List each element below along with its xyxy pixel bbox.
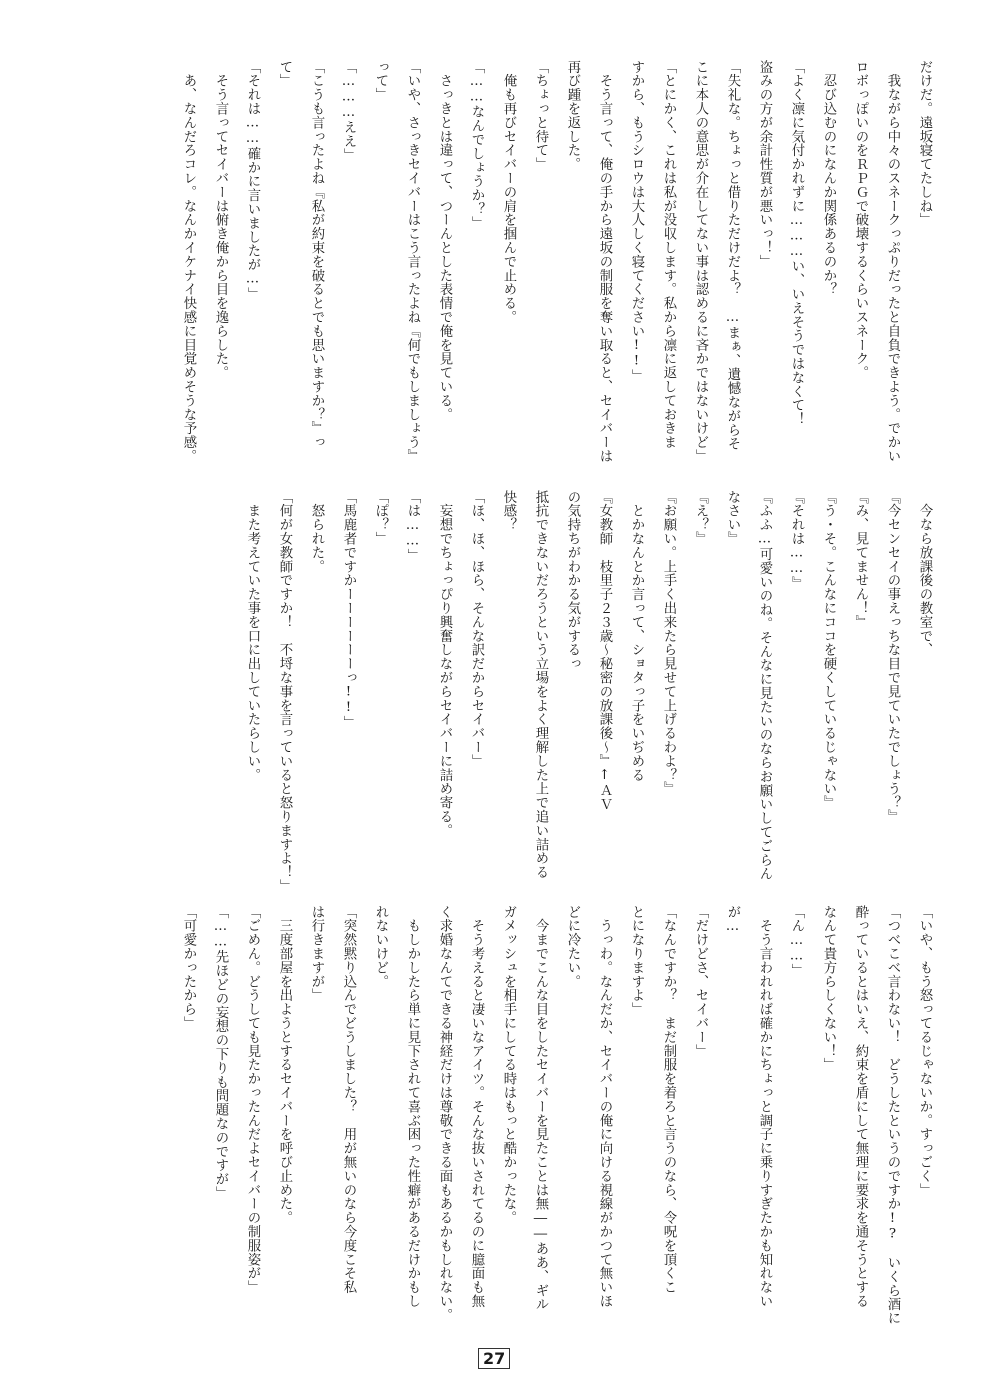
text-line: 「……なんでしょうか？」 [469,60,484,230]
text-line: うっわ。なんだか、セイバーの俺に向ける視線がかつて無いほ [597,905,612,1309]
text-line: 「可愛かったから」 [181,905,196,1031]
text-line: 「いや、もう怒ってるじゃないか。すっごく」 [917,905,932,1197]
text-line: 「は……」 [405,490,420,563]
text-line: どに冷たい。 [565,905,580,989]
text-line: 再び踵を返した。 [565,60,580,172]
text-line: 盗みの方が余計性質が悪いっ！」 [757,60,772,269]
text-line: 「よく凛に気付かれずに………い、いえそうではなくて！ [789,60,804,427]
text-line: 我ながら中々のスネークっぷりだったと自負できよう。でかい [885,60,900,464]
text-line: く求婚なんてできる神経だけは尊敬できる面もあるかもしれない。 [437,905,452,1322]
text-line: 「………ええ」 [341,60,356,163]
text-line: そう言われれば確かにちょっと調子に乗りすぎたかも知れない [757,905,772,1309]
text-line: 「……先ほどの妄想の下りも問題なのですが」 [213,905,228,1201]
text-line: 「なんですか？ まだ制服を着ろと言うのなら、令呪を頂くこ [661,905,676,1295]
text-line: また考えていた事を口に出していたらしい。 [245,490,260,782]
text-line: とかなんとか言って、ショタっ子をいぢめる [629,490,644,782]
text-line: とになりますよ」 [629,905,644,1017]
text-line: 『今センセイの事えっちな目で見ていたでしょう？』 [885,490,900,824]
text-line: 『ふふ…可愛いのね。そんなに見たいのならお願いしてごらん [757,490,772,881]
text-line: そう言って、俺の手から遠坂の制服を奪い取ると、セイバーは [597,60,612,464]
text-line: あ、なんだろコレ。なんかイケナイ快感に目覚めそうな予感。 [181,60,196,464]
text-line: 酔っているとはいえ、約束を盾にして無理に要求を通そうとする [853,905,868,1309]
text-line: なんて貴方らしくない！」 [821,905,836,1072]
text-line: 『それは……』 [789,490,804,591]
text-line: 「何が女教師ですか！ 不埒な事を言っていると怒りますよ！」 [277,490,292,894]
text-line: 俺も再びセイバーの肩を掴んで止める。 [501,60,516,325]
text-band-2 [60,490,940,910]
text-line: 怒られた。 [309,490,324,574]
text-line: こに本人の意思が介在してない事は認めるに吝かではないけど」 [693,60,708,464]
text-line: なさい』 [725,490,740,546]
text-line: 「ぽ？」 [373,490,388,546]
text-line: 「失礼な。ちょっと借りただけだよ？ …まぁ、遺憾ながらそ [725,60,740,451]
text-line: 「突然黙り込んでどうしました？ 用が無いのなら今度こそ私 [341,905,356,1295]
text-line: 今なら放課後の教室で、 [917,490,932,657]
text-line: 「いや、さっきセイバーはこう言ったよね『何でもしましょう』 [405,60,420,464]
text-line: 「とにかく、これは私が没収します。私から凛に返しておきま [661,60,676,450]
text-line: 「つべこべ言わない！ どうしたというのですか!? いくら酒に [885,905,900,1325]
text-band-1 [60,60,940,480]
text-line: ロボっぽいのをＲＰＧで破壊するくらいスネーク。 [853,60,868,380]
text-line: 『え？』 [693,490,708,546]
text-band-3 [60,905,940,1325]
text-line: 「馬鹿者ですかーーーーーーっ!!」 [341,490,356,730]
text-line: って」 [373,60,388,102]
text-line: 「ごめん。どうしても見たかったんだよセイバーの制服姿が」 [245,905,260,1295]
text-line: 三度部屋を出ようとするセイバーを呼び止めた。 [277,905,292,1225]
text-line: て」 [277,60,292,88]
text-line: 快感？ [501,490,516,532]
text-line: 「だけどさ、セイバー」 [693,905,708,1058]
text-line: 「それは……確かに言いましたが…」 [245,60,260,302]
text-line: 抵抗できないだろうという立場をよく理解した上で追い詰める [533,490,548,880]
text-line: 「ん……」 [789,905,804,978]
text-line: 今までこんな目をしたセイバーを見たことは無――ああ、ギル [533,905,548,1312]
text-line: 「ほ、ほ、ほら、そんな訳だからセイバー」 [469,490,484,768]
text-line: もしかしたら単に見下されて喜ぶ困った性癖があるだけかもし [405,905,420,1309]
text-line: れないけど。 [373,905,388,989]
text-line: が… [725,905,740,935]
text-line: 妄想でちょっぴり興奮しながらセイバーに詰め寄る。 [437,490,452,838]
text-line: の気持ちがわかる気がするっ [565,490,580,671]
text-line: だけだ。遠坂寝てたしね」 [917,60,932,227]
text-line: 「こうも言ったよね『私が約束を破るとでも思いますか？』っ [309,60,324,450]
text-line: さっきとは違って、つーんとした表情で俺を見ている。 [437,60,452,422]
text-line: ガメッシュを相手にしてる時はもっと酷かったな。 [501,905,516,1225]
text-line: 『み、見てません！』 [853,490,868,629]
text-line: 忍び込むのになんか関係あるのか？ [821,60,836,297]
text-line: は行きますが」 [309,905,324,1003]
text-line: 『う・そ。こんなにココを硬くしているじゃない』 [821,490,836,810]
text-line: そう言ってセイバーは俯き俺から目を逸らした。 [213,60,228,380]
text-line: 「ちょっと待て」 [533,60,548,172]
text-line: すから、もうシロウは大人しく寝てください!!」 [629,60,644,383]
text-line: 『お願い。上手く出来たら見せて上げるわよ？』 [661,490,676,796]
page-number: 27 [478,1348,510,1369]
text-line: そう考えると凄いなアイツ。そんな抜いされてるのに臆面も無 [469,905,484,1309]
text-line: 『女教師 枝里子２３歳～秘密の放課後～』↑ＡＶ [597,490,612,812]
